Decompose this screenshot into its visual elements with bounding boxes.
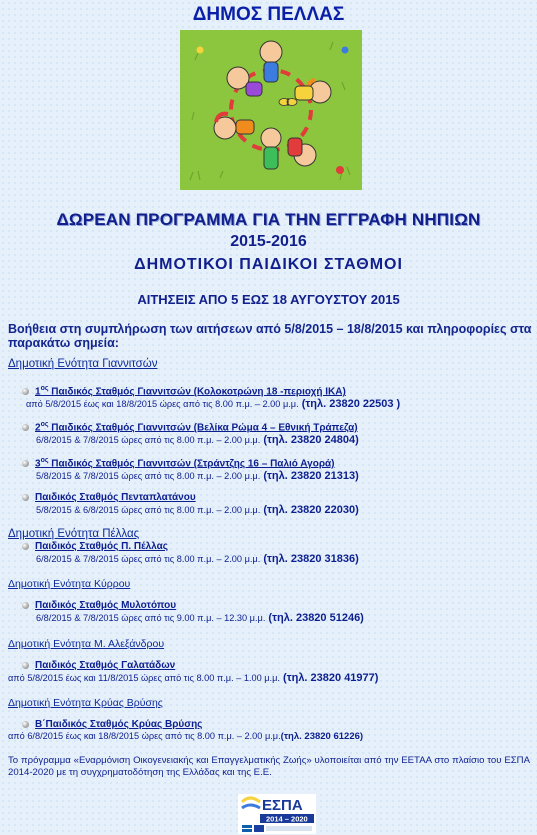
center-hours: 6/8/2015 & 7/8/2015 ώρες από τις 8.00 π.μ. – 2.00 μ.μ. (τηλ. 23820 31836) [36,553,359,565]
center-name[interactable]: Παιδικός Σταθμός Πενταπλατάνου [8,492,528,503]
applications-heading: ΑΙΤΗΣΕΙΣ ΑΠΟ 5 ΕΩΣ 18 ΑΥΓΟΥΣΤΟΥ 2015 [137,292,400,307]
center-name[interactable]: $1^{o\varsigma}$ Παιδικός Σταθμός Γιαννιτσών (Κολοκοτρώνη 18 -περιοχή ΙΚΑ) [8,385,528,397]
bullet-icon [22,424,29,431]
center-name[interactable]: $2^{o\varsigma}$ Παιδικός Σταθμός Γιαννιτσών (Βελίκα Ρώμα 4 – Εθνική Τράπεζα) [8,421,528,433]
unit-kyrros: Δημοτική Ενότητα Κύρρου [8,578,131,590]
center-hours: από 5/8/2015 έως και 11/8/2015 ώρες από τις 8.00 π.μ. – 1.00 μ.μ. (τηλ. 23820 41977) [8,672,379,684]
center-hours: από 5/8/2015 έως και 18/8/2015 ώρες από τις 8.00 π.μ. – 2.00 μ.μ. (τηλ. 23820 22503 ) [26,398,401,411]
list-item [8,600,528,624]
center-hours: 5/8/2015 & 7/8/2015 ώρες από τις 8.00 π.μ. – 2.00 μ.μ. (τηλ. 23820 21313) [36,470,359,483]
center-name[interactable]: Παιδικός Σταθμός Γαλατάδων [8,660,528,671]
bullet-icon [22,602,29,609]
municipality-title: ΔΗΜΟΣ ΠΕΛΛΑΣ [192,4,345,25]
program-footer: Το πρόγραμμα «Εναρμόνιση Οικογενειακής και Επαγγελματικής Ζωής» υλοποιείται από την ΕΕΤΑΑ στο πλαίσιο του ΕΣΠΑ 2014-2020 με τη συγχρηματοδότηση της Ελλάδας και της Ε.Ε. [8,755,530,778]
center-hours: 5/8/2015 & 6/8/2015 ώρες από τις 8.00 π.μ. – 2.00 μ.μ. (τηλ. 23820 22030) [36,504,359,516]
list-item [8,660,528,684]
logo-years: 2014 – 2020 [266,814,308,824]
center-name[interactable]: Β΄Παιδικός Σταθμός Κρύας Βρύσης [8,719,528,730]
school-year-heading: 2015-2016 [230,233,307,250]
help-text: Βοήθεια στη συμπλήρωση των αιτήσεων από 5/8/2015 – 18/8/2015 και πληροφορίες στα παρακάτω σημεία: [8,322,532,350]
list-item [8,385,528,410]
center-hours: 6/8/2015 & 7/8/2015 ώρες από τις 8.00 π.μ. – 2.00 μ.μ. (τηλ. 23820 24804) [36,434,359,447]
list-item [8,421,528,446]
center-hours: από 6/8/2015 έως και 18/8/2015 ώρες από τις 8.00 π.μ. – 2.00 μ.μ.(τηλ. 23820 61226) [8,731,364,742]
bullet-icon [22,460,29,467]
list-item [8,457,528,482]
logo-text: ΕΣΠΑ [262,797,303,814]
espa-logo [238,794,316,834]
center-name[interactable]: Παιδικός Σταθμός Μυλοτόπου [8,600,528,611]
unit-alexandros: Δημοτική Ενότητα Μ. Αλεξάνδρου [8,638,165,650]
center-hours: 6/8/2015 & 7/8/2015 ώρες από τις 9.00 π.μ. – 12.30 μ.μ. (τηλ. 23820 51246) [36,612,364,624]
list-item [8,719,528,742]
unit-pella: Δημοτική Ενότητα Πέλλας [8,528,140,540]
children-circle-illustration [180,30,362,190]
list-item [8,492,528,516]
unit-krya-vrysi: Δημοτική Ενότητα Κρύας Βρύσης [8,697,163,709]
center-name[interactable]: $3^{o\varsigma}$ Παιδικός Σταθμός Γιαννιτσών (Στράντζης 16 – Παλιό Αγορά) [8,457,528,469]
bullet-icon [22,721,29,728]
bullet-icon [22,662,29,669]
unit-giannitsa: Δημοτική Ενότητα Γιαννιτσών [8,358,158,370]
free-program-heading: ΔΩΡΕΑΝ ΠΡΟΓΡΑΜΜΑ ΓΙΑ ΤΗΝ ΕΓΓΡΑΦΗ ΝΗΠΙΩΝ [56,210,481,229]
bullet-icon [22,543,29,550]
center-name[interactable]: Παιδικός Σταθμός Π. Πέλλας [8,541,528,552]
list-item [8,541,528,565]
butterfly-icon [279,98,297,106]
bullet-icon [22,494,29,501]
bullet-icon [22,388,29,395]
centers-heading: ΔΗΜΟΤΙΚΟΙ ΠΑΙΔΙΚΟΙ ΣΤΑΘΜΟΙ [134,256,403,273]
